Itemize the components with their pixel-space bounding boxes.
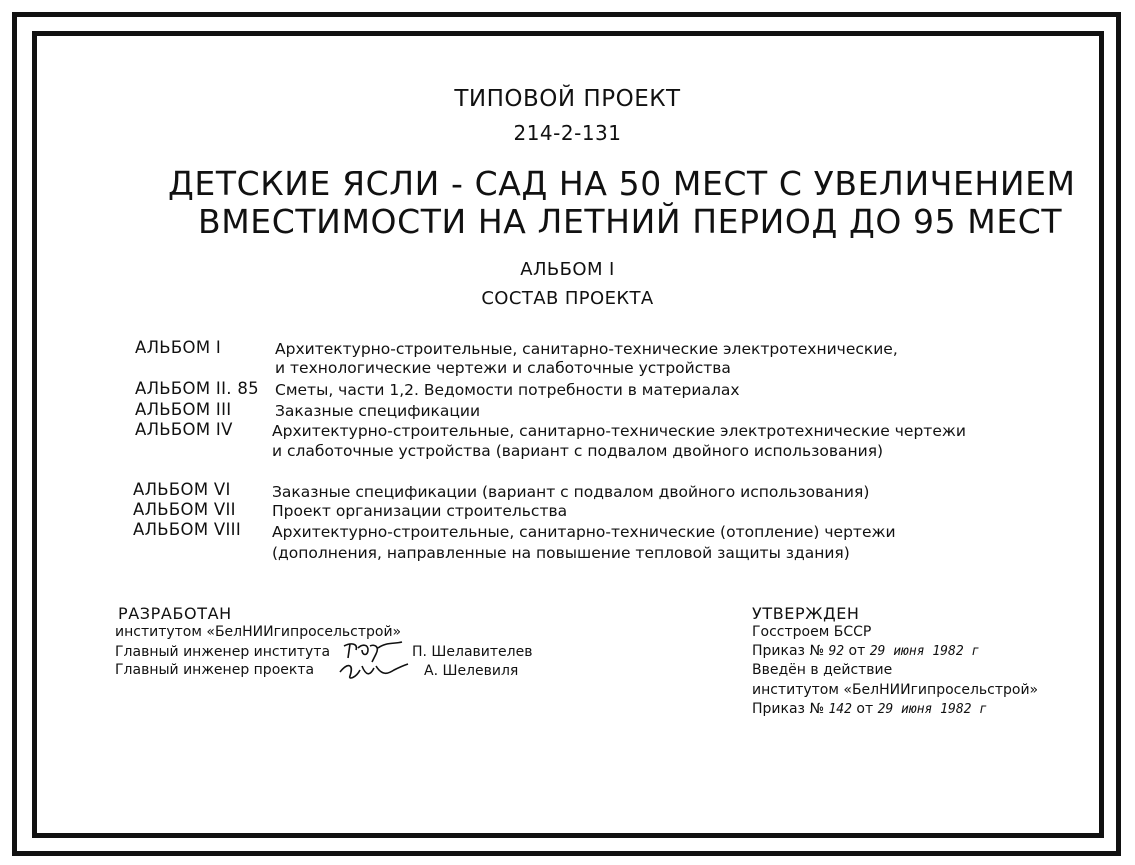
album-desc: Сметы, части 1,2. Ведомости потребности в материалах bbox=[275, 381, 740, 399]
enacted-institute: институтом «БелНИИгипросельстрой» bbox=[752, 682, 1039, 698]
order-1-prefix: Приказ № bbox=[752, 643, 829, 659]
album-label: АЛЬБОМ IV bbox=[135, 420, 233, 439]
enacted-label: Введён в действие bbox=[752, 662, 893, 678]
album-label: АЛЬБОМ VIII bbox=[133, 520, 241, 539]
chief-institute-label: Главный инженер института bbox=[115, 644, 331, 660]
album-heading: АЛЬБОМ I bbox=[520, 259, 615, 280]
signatures bbox=[338, 636, 410, 686]
doc-type: ТИПОВОЙ ПРОЕКТ bbox=[454, 86, 681, 112]
title-line-2: ВМЕСТИМОСТИ НА ЛЕТНИЙ ПЕРИОД ДО 95 МЕСТ bbox=[198, 202, 1063, 241]
album-desc: Заказные спецификации (вариант с подвалом двойного использования) bbox=[272, 483, 870, 501]
album-label: АЛЬБОМ III bbox=[135, 400, 232, 419]
order-2-date: 29 июня 1982 г bbox=[877, 702, 988, 717]
order-1-date: 29 июня 1982 г bbox=[869, 644, 980, 659]
developed-institute: институтом «БелНИИгипросельстрой» bbox=[115, 624, 402, 640]
approved-org: Госстроем БССР bbox=[752, 624, 872, 640]
album-label: АЛЬБОМ II. 85 bbox=[135, 379, 259, 398]
developed-heading: РАЗРАБОТАН bbox=[118, 604, 232, 623]
album-desc: Архитектурно-строительные, санитарно-технические электротехнические, bbox=[275, 340, 898, 358]
chief-institute-name: П. Шелавителев bbox=[412, 644, 533, 660]
chief-project-label: Главный инженер проекта bbox=[115, 662, 315, 678]
order-2-prefix: Приказ № bbox=[752, 701, 829, 717]
order-2-from: от bbox=[851, 701, 878, 717]
album-desc: Проект организации строительства bbox=[272, 502, 568, 520]
album-desc: и технологические чертежи и слаботочные устройства bbox=[275, 359, 731, 377]
order-2-number: 142 bbox=[828, 702, 852, 717]
order-1 bbox=[752, 643, 979, 659]
album-desc: Архитектурно-строительные, санитарно-технические электротехнические чертежи bbox=[272, 422, 966, 440]
album-desc: Заказные спецификации bbox=[275, 402, 481, 420]
approved-heading: УТВЕРЖДЕН bbox=[752, 604, 860, 623]
project-number: 214-2-131 bbox=[513, 121, 622, 145]
order-1-number: 92 bbox=[828, 644, 845, 659]
chief-project-name: А. Шелевиля bbox=[424, 663, 519, 679]
order-1-from: от bbox=[844, 643, 870, 659]
album-desc: Архитектурно-строительные, санитарно-технические (отопление) чертежи bbox=[272, 523, 896, 541]
album-label: АЛЬБОМ VI bbox=[133, 480, 231, 499]
album-label: АЛЬБОМ I bbox=[135, 338, 222, 357]
album-label: АЛЬБОМ VII bbox=[133, 500, 236, 519]
order-2 bbox=[752, 701, 987, 717]
composition-heading: СОСТАВ ПРОЕКТА bbox=[481, 288, 654, 309]
title-line-1: ДЕТСКИЕ ЯСЛИ - САД НА 50 МЕСТ С УВЕЛИЧЕНИЕМ bbox=[168, 164, 1076, 203]
album-desc: (дополнения, направленные на повышение тепловой защиты здания) bbox=[272, 544, 850, 562]
album-desc: и слаботочные устройства (вариант с подвалом двойного использования) bbox=[272, 442, 884, 460]
